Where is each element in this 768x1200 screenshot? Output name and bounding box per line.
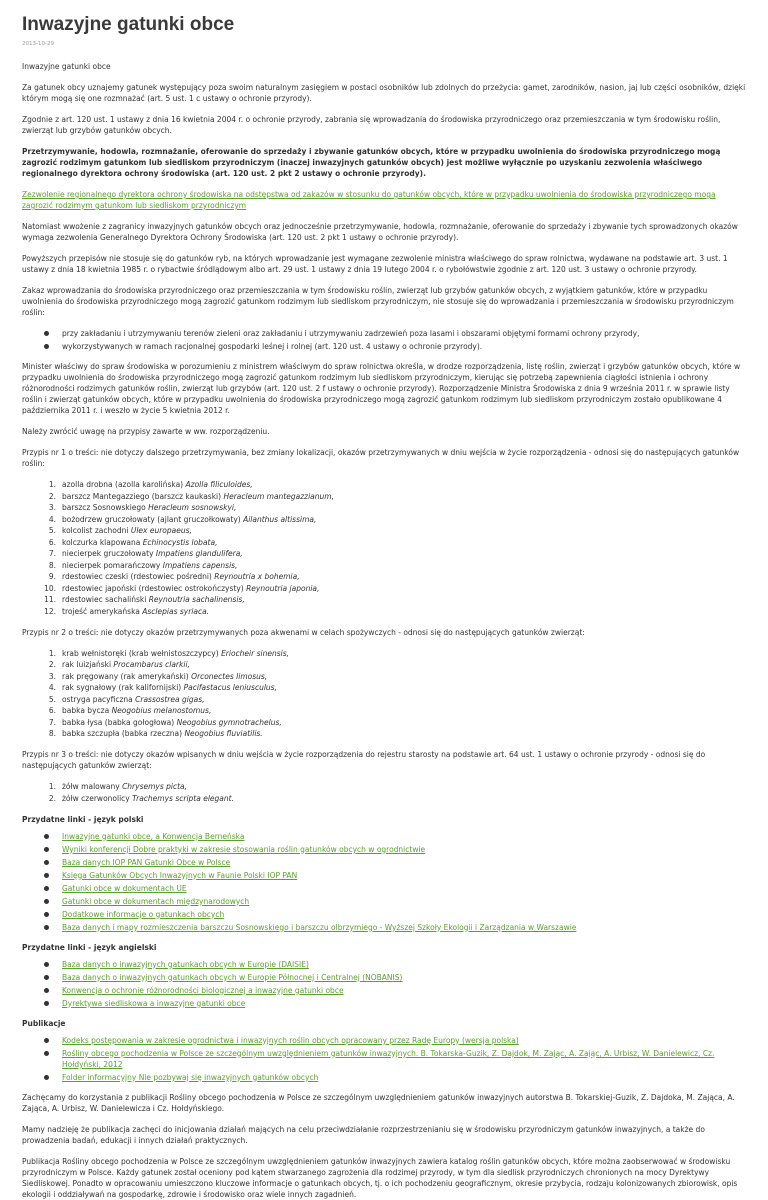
plant-item (48, 491, 746, 502)
latin-name: Ailanthus altissima, (243, 514, 317, 524)
list-number: 3. (48, 671, 56, 681)
links-pl-list (22, 831, 746, 933)
publication-link[interactable]: Kodeks postępowania w zakresie ogrodnictwa i inwazyjnych roślin obcych opracowany przez Radę Europy (wersja polska) (62, 1035, 519, 1045)
latin-name: Azolla filiculoides, (185, 480, 253, 489)
prohibition-paragraph: Zgodnie z art. 120 ust. 1 ustawy z dnia 16 kwietnia 2004 r. o ochronie przyrody, zabrania się wprowadzania do środowiska przyrodniczego oraz przemieszczania w tym środowisku roślin, zwierząt lub grzybów gatunków obcych. (22, 115, 721, 135)
common-name: barszcz Mantegazziego (barszcz kaukaski) (62, 491, 224, 501)
link-pl[interactable]: Gatunki obce w dokumentach UE (62, 883, 187, 893)
plant-item (44, 583, 746, 594)
common-name: babka bycza (62, 706, 112, 715)
fish-paragraph: Powyższych przepisów nie stosuje się do gatunków ryb, na których wprowadzanie jest wymagane zezwolenie ministra właściwego do spraw rolnictwa, wydawane na podstawie art. 3 ust. 1 ustawy z dnia 18 kwietnia 1985 r. o rybactwie śródlądowym albo art. 29 ust. 1 ustawy z dnia 19 lutego 2004 r. o rybołówstwie zgodnie z art. 120 ust. 3 ustawy o ochronie przyrody. (22, 254, 728, 274)
list-number: 9. (48, 572, 56, 581)
list-number: 5. (48, 694, 56, 704)
plant-item (48, 502, 746, 513)
latin-name: Orconectes limosus, (191, 671, 268, 681)
list-number: 1. (48, 480, 56, 489)
common-name: kolczurka klapowana (62, 537, 143, 547)
list-number: 11. (44, 595, 56, 604)
link-pl[interactable]: Księga Gatunków Obcych Inwazyjnych w Faunie Polski IOP PAN (62, 870, 298, 880)
link-pl[interactable]: Dodatkowe informacje o gatunkach obcych (62, 909, 225, 919)
plant-item (48, 548, 746, 559)
common-name: rdestowiec japoński (rdestowiec ostrokończysty) (62, 583, 247, 593)
latin-name: Neogobius gymnotrachelus, (176, 717, 282, 727)
permit-paragraph: Przetrzymywanie, hodowla, rozmnażanie, oferowanie do sprzedaży i zbywanie gatunków obcych, które w przypadku uwolnienia do środowiska przyrodniczego mogą zagrozić rodzimym gatunkom lub siedliskom przyrodniczym (inaczej inwazyjnych gatunków obcych) jest możliwe wyłącznie po uzyskaniu zezwolenia właściwego regionalnego dyrektora ochrony środowiska (art. 120 ust. 2 pkt 2 ustawy o ochronie przyrody). (22, 147, 721, 178)
list-number: 2. (48, 793, 56, 803)
definition-paragraph: Za gatunek obcy uznajemy gatunek występujący poza swoim naturalnym zasięgiem w postaci osobników lub zdolnych do przeżycia: gamet, zarodników, nasion, jaj lub części osobników, dzięki którym mogą się one rozmnażać (art. 5 ust. 1 c ustawy o ochronie przyrody). (22, 83, 746, 103)
list-item (62, 998, 746, 1009)
encouragement-paragraph: Zachęcamy do korzystania z publikacji Rośliny obcego pochodzenia w Polsce ze szczególnym uwzględnieniem gatunków inwazyjnych autorstwa B. Tokarskiej-Guzik, Z. Dajdoka, M. Zająca, A. Zająca, A. Urbisz, W. Danielewicza i Cz. Hołdyńskiego. (22, 1092, 735, 1113)
list-item: wykorzystywanych w ramach racjonalnej gospodarki leśnej i rolnej (art. 120 ust. 4 ustawy o ochronie przyrody). (62, 341, 746, 352)
list-item (62, 1048, 746, 1070)
plant-item (48, 560, 746, 571)
list-number: 6. (48, 706, 56, 715)
list-number: 10. (44, 583, 56, 593)
latin-name: Neogobius fluviatilis. (184, 729, 263, 738)
common-name: krab wełnistoręki (krab wełnistoszczypcy) (62, 648, 222, 658)
list-number: 7. (48, 549, 56, 558)
latin-name: Pacifastacus leniusculus, (183, 683, 277, 692)
latin-name: Procambarus clarkii, (113, 660, 190, 669)
link-pl[interactable]: Baza danych i mapy rozmieszczenia barszczu Sosnowskiego i barszczu olbrzymiego - Wyższej Szkoły Ekologii i Zarządzania w Warszawie (62, 922, 577, 932)
link-pl[interactable]: Wyniki konferencji Dobre praktyki w zakresie stosowania roślin gatunków obcych w ogrodnictwie (62, 844, 426, 854)
common-name: trojeść amerykańska (62, 606, 143, 616)
common-name: babka łysa (babka gołogłowa) (62, 717, 177, 727)
animal-item (48, 671, 746, 682)
list-number: 6. (48, 537, 56, 547)
exception-paragraph: Zakaz wprowadzania do środowiska przyrodniczego oraz przemieszczania w tym środowisku roślin, zwierząt lub grzybów gatunków obcych, z wyjątkiem gatunków, które w przypadku uwolnienia do środowiska przyrodniczego mogą zagrozić gatunkom rodzimym lub siedliskom przyrodniczym, nie stosuje się do wprowadzania i przemieszczania w środowisku przyrodniczym roślin: (22, 286, 734, 317)
link-pl[interactable]: Inwazyjne gatunki obce, a Konwencja Berneńska (62, 831, 245, 841)
latin-name: Asclepias syriaca. (142, 606, 210, 616)
list-item (62, 1072, 746, 1083)
regulation-paragraph: Minister właściwy do spraw środowiska w porozumieniu z ministrem właściwym do spraw rolnictwa określa, w drodze rozporządzenia, listę roślin, zwierząt i grzybów gatunków obcych, które w przypadku uwolnienia do środowiska przyrodniczego mogą zagrozić gatunkom rodzimym lub siedliskom przyrodniczym, kierując się potrzebą zapewnienia ciągłości istnienia i ochrony różnorodności rodzimych gatunków roślin, zwierząt lub grzybów (art. 120 ust. 2 f ustawy o ochronie przyrody). Rozporządzenie Ministra Środowiska z dnia 9 września 2011 r. w sprawie listy roślin i zwierząt gatunków obcych, które w przypadku uwolnienia do środowiska przyrodniczego mogą zagrozić gatunkom rodzimym lub siedliskom przyrodniczym zostało opublikowane 4 października 2011 r. i weszło w życie 5 kwietnia 2012 r. (22, 362, 741, 415)
common-name: żółw czerwonolicy (62, 793, 133, 803)
common-name: barszcz Sosnowskiego (62, 503, 149, 512)
footnote-3-paragraph: Przypis nr 3 o treści: nie dotyczy okazów wpisanych w dniu wejścia w życie rozporządzenia do rejestru starosty na podstawie art. 64 ust. 1 ustawy o ochronie przyrody - odnosi się do następujących gatunków zwierząt: (22, 750, 706, 770)
list-number: 8. (48, 729, 56, 738)
links-en-list (22, 959, 746, 1009)
list-number: 1. (48, 782, 56, 791)
common-name: rak sygnałowy (rak kalifornijski) (62, 683, 184, 692)
common-name: bożodrzew gruczołowaty (ajlant gruczołkowaty) (62, 514, 244, 524)
common-name: niecierpek gruczołowaty (62, 549, 156, 558)
plant-item (44, 594, 746, 605)
common-name: niecierpek pomarańczowy (62, 560, 163, 570)
plant-item (48, 525, 746, 536)
latin-name: Chrysemys picta, (122, 782, 188, 791)
plants-list (22, 479, 746, 617)
list-item (62, 922, 746, 933)
list-item (62, 1035, 746, 1046)
publications-list (22, 1035, 746, 1083)
animal-item (48, 728, 746, 739)
list-number: 3. (48, 503, 56, 512)
list-item (62, 870, 746, 881)
publish-date: 2013-10-29 (22, 41, 54, 47)
plant-item (48, 479, 746, 490)
common-name: babka szczupła (babka rzeczna) (62, 729, 185, 738)
animal-item (48, 659, 746, 670)
common-name: kolcolist zachodni (62, 526, 131, 535)
latin-name: Neogobius melanostomus, (111, 706, 212, 715)
list-item (62, 883, 746, 894)
common-name: azolla drobna (azolla karolińska) (62, 480, 186, 489)
list-item: przy zakładaniu i utrzymywaniu terenów zieleni oraz zakładaniu i utrzymywaniu zadrzewień poza lasami i obszarami objętymi formami ochrony przyrody, (62, 328, 746, 339)
links-pl-heading: Przydatne linki - język polski (22, 814, 144, 824)
permit-link-paragraph (22, 189, 746, 211)
list-item (62, 844, 746, 855)
latin-name: Heracleum sosnowskyi, (148, 503, 237, 512)
list-item (62, 909, 746, 920)
list-item (62, 972, 746, 983)
turtle-item (48, 793, 746, 804)
common-name: rdestowiec czeski (rdestowiec pośredni) (62, 572, 215, 581)
latin-name: Crassostrea gigas, (135, 694, 205, 704)
footnote-2-paragraph: Przypis nr 2 o treści: nie dotyczy okazów przetrzymywanych poza akwenami w celach spożywczych - odnosi się do następujących gatunków zwierząt: (22, 627, 585, 637)
latin-name: Ulex europaeus, (130, 526, 192, 535)
list-number: 4. (48, 514, 56, 524)
common-name: rak luizjański (62, 660, 114, 669)
latin-name: Heracleum mantegazzianum, (223, 491, 334, 501)
animals-list (22, 648, 746, 740)
link-pl[interactable]: Baza danych IOP PAN Gatunki Obce w Polsce (62, 857, 231, 867)
link-en[interactable]: Baza danych o inwazyjnych gatunkach obcych w Europie (DAISIE) (62, 959, 309, 969)
common-name: żółw malowany (62, 782, 123, 791)
common-name: ostryga pacyficzna (62, 694, 136, 704)
permit-link[interactable]: Zezwolenie regionalnego dyrektora ochrony środowiska na odstępstwa od zakazów w stosunku do gatunków obcych, które w przypadku uwolnienia do środowiska przyrodniczego mogą zagrozić rodzimym gatunkom lub siedliskom przyrodniczym (22, 190, 716, 210)
page-title: Inwazyjne gatunki obce (22, 14, 235, 35)
list-number: 1. (48, 648, 56, 658)
plant-item (48, 514, 746, 525)
link-pl[interactable]: Gatunki obce w dokumentach międzynarodowych (62, 896, 250, 906)
common-name: rak pręgowany (rak amerykański) (62, 671, 192, 681)
latin-name: Trachemys scripta elegant. (132, 793, 234, 803)
import-paragraph: Natomiast wwożenie z zagranicy inwazyjnych gatunków obcych oraz jednocześnie przetrzymywanie, hodowla, rozmnażanie, oferowanie do sprzedaży i zbywanie tych sprowadzonych okazów wymaga zezwolenia Generalnego Dyrektora Ochrony Środowiska (art. 120 ust. 2 pkt 1 ustawy o ochronie przyrody). (22, 222, 738, 242)
links-en-heading: Przydatne linki - język angielski (22, 942, 157, 952)
list-number: 7. (48, 717, 56, 727)
list-number: 12. (44, 606, 56, 616)
animal-item (48, 648, 746, 659)
latin-name: Impatiens glandulifera, (155, 549, 243, 558)
publication-link[interactable]: Rośliny obcego pochodzenia w Polsce ze szczególnym uwzględnieniem gatunków inwazyjnych. B. Tokarska-Guzik, Z. Dajdok, M. Zając, A. Zając, A. Urbisz, W. Danielewicz, Cz. Hołdyński, 2012 (62, 1048, 715, 1069)
list-number: 5. (48, 526, 56, 535)
plant-item (48, 537, 746, 548)
animal-item (48, 717, 746, 728)
list-item (62, 896, 746, 907)
latin-name: Impatiens capensis, (162, 560, 238, 570)
latin-name: Reynoutria x bohemia, (214, 572, 300, 581)
common-name: rdestowiec sachaliński (62, 595, 149, 604)
turtle-item (48, 781, 746, 792)
latin-name: Reynoutria sachalinensis, (148, 595, 245, 604)
list-number: 2. (48, 660, 56, 669)
list-item (62, 857, 746, 868)
publication-description-paragraph: Publikacja Rośliny obcego pochodzenia w Polsce ze szczególnym uwzględnieniem gatunków inwazyjnych zawiera katalog roślin gatunków obcych, które można zaobserwować w środowisku przyrodniczym w Polsce. Każdy gatunek został oceniony pod kątem stwarzanego zagrożenia dla rodzimej przyrody, w tym dla siedlisk przyrodniczych chronionych na mocy Dyrektywy Siedliskowej. Ponadto w opracowaniu umieszczono kluczowe informacje o gatunkach obcych, tj. o ich pochodzeniu geograficznym, okresie przybycia, rodzaju kolonizowanych zbiorowisk, opis ekologii i oddziaływań na gospodarkę, zdrowie i środowisko oraz wiele innych zagadnień. (22, 1156, 738, 1199)
publications-heading: Publikacje (22, 1018, 66, 1028)
footnote-1-paragraph: Przypis nr 1 o treści: nie dotyczy dalszego przetrzymywania, bez zmiany lokalizacji, okazów przetrzymywanych w dniu wejścia w życie rozporządzenia - odnosi się do następujących gatunków roślin: (22, 448, 740, 468)
intro-paragraph: Inwazyjne gatunki obce (22, 62, 111, 71)
latin-name: Eriocheir sinensis, (221, 648, 289, 658)
link-en[interactable]: Konwencja o ochronie różnorodności biologicznej a inwazyjne gatunki obce (62, 985, 344, 995)
list-number: 4. (48, 683, 56, 692)
animal-item (48, 682, 746, 693)
link-en[interactable]: Baza danych o inwazyjnych gatunkach obcych w Europie Północnej i Centralnej (NOBANIS) (62, 972, 403, 982)
latin-name: Reynoutria japonia, (246, 583, 320, 593)
publication-link[interactable]: Folder informacyjny Nie pozbywaj się inwazyjnych gatunków obcych (62, 1072, 319, 1082)
exceptions-list (22, 328, 746, 352)
list-item (62, 959, 746, 970)
latin-name: Echinocystis lobata, (142, 537, 218, 547)
list-number: 8. (48, 560, 56, 570)
plant-item (48, 571, 746, 582)
animal-item (48, 694, 746, 705)
footnote-note-paragraph: Należy zwrócić uwagę na przypisy zawarte w ww. rozporządzeniu. (22, 427, 270, 436)
animal-item (48, 705, 746, 716)
hope-paragraph: Mamy nadzieję że publikacja zachęci do inicjowania działań mających na celu przeciwdziałanie rozprzestrzenianiu się w środowisku przyrodniczym gatunków inwazyjnych, a także do prowadzenia badań, edukacji i innych działań praktycznych. (22, 1124, 705, 1145)
link-en[interactable]: Dyrektywa siedliskowa a inwazyjne gatunki obce (62, 998, 246, 1008)
list-number: 2. (48, 491, 56, 501)
turtles-list (22, 781, 746, 804)
list-item (62, 831, 746, 842)
plant-item (44, 606, 746, 617)
